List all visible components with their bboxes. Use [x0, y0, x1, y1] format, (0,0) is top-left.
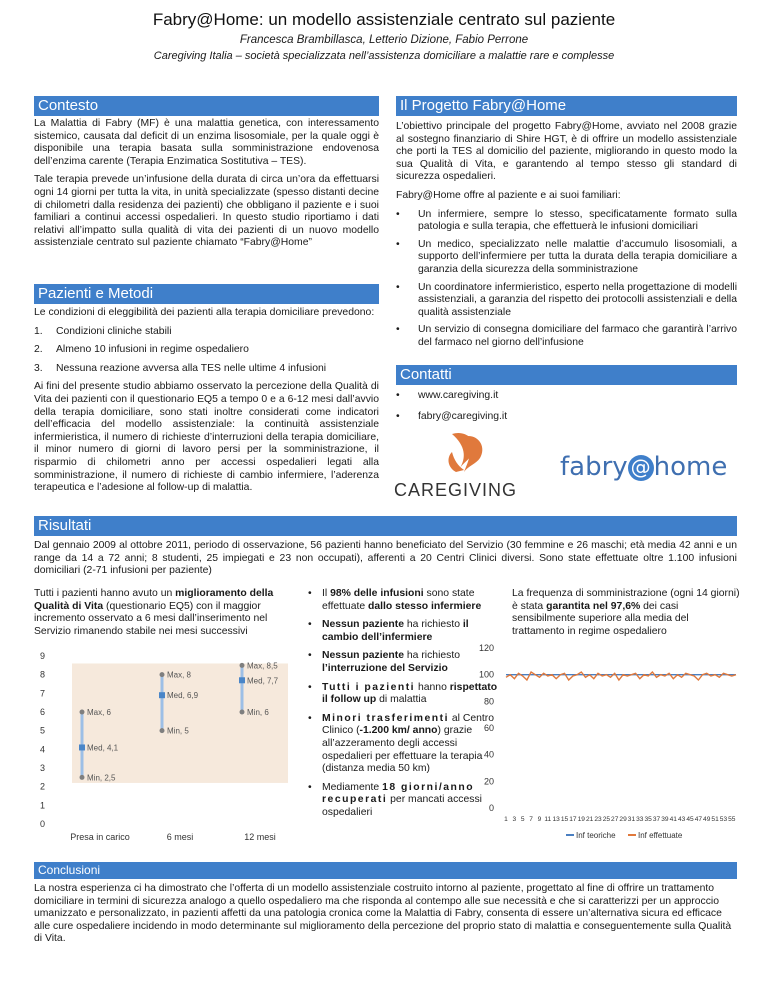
- section-pazienti: [34, 307, 379, 501]
- data-label: Min, 5: [167, 726, 189, 736]
- x-tick-label: 35: [644, 816, 652, 823]
- section-contatti: [396, 390, 737, 428]
- list-item: [396, 239, 737, 277]
- list-text: Un servizio di consegna domiciliare del farmaco che garantirà l’arrivo del farmaco nel giorno dell’infusione: [418, 324, 737, 348]
- y-tick-label: 8: [40, 669, 46, 680]
- text-span: per mancati accessi ospedalieri: [322, 794, 482, 818]
- section-progetto-heading: Il Progetto Fabry@Home: [396, 96, 737, 116]
- med-point: [79, 744, 85, 750]
- x-tick-label: 13: [552, 816, 560, 823]
- bullet: •: [308, 681, 312, 693]
- eligibility-list: [34, 326, 379, 376]
- list-item: [34, 363, 379, 376]
- legend-label: Inf teoriche: [576, 831, 616, 840]
- text-span-bold: rispettato il follow up: [322, 681, 498, 706]
- text-span: Il: [322, 588, 331, 599]
- max-point: [80, 710, 85, 715]
- bullet: •: [308, 650, 312, 662]
- list-item: [396, 390, 737, 403]
- result-item: [308, 588, 498, 613]
- result-item: [308, 619, 498, 644]
- caregiving-logo: [394, 428, 534, 500]
- section-contesto-heading: Contesto: [34, 96, 379, 116]
- email-link[interactable]: fabry@caregiving.it: [418, 410, 508, 422]
- text-span-bold: il cambio dell’infermiere: [322, 619, 469, 643]
- min-point: [160, 728, 165, 733]
- x-tick-label: 29: [619, 816, 627, 823]
- list-item: [34, 326, 379, 339]
- list-item: [34, 344, 379, 357]
- y-tick-label: 0: [40, 819, 46, 829]
- list-text: Un infermiere, sempre lo stesso, specificatamente formato sulla patologia e sulla terapia, che effettuerà le infusioni domiciliari: [418, 208, 737, 233]
- list-item: [396, 282, 737, 320]
- section-conclusioni-heading: Conclusioni: [34, 862, 737, 879]
- bullet: •: [308, 781, 312, 793]
- poster-title: Fabry@Home: un modello assistenziale centrato sul paziente: [152, 10, 616, 29]
- x-tick-label: 23: [594, 816, 602, 823]
- list-number: 3.: [34, 362, 43, 374]
- logo-fabry: fabry: [560, 452, 628, 482]
- max-point: [160, 672, 165, 677]
- x-tick-label: 11: [544, 816, 552, 823]
- text-span: di malattia: [376, 694, 427, 706]
- text-span-bold: l’interruzione del Servizio: [322, 662, 448, 674]
- progetto-paragraph-2: Fabry@Home offre al paziente e ai suoi familiari:: [396, 189, 621, 201]
- logo-home: home: [653, 452, 728, 482]
- text-span: sono state effettuate: [322, 588, 475, 612]
- x-tick-label: 27: [611, 816, 619, 823]
- risultati-intro: Dal gennaio 2009 al ottobre 2011, periodo di osservazione, 56 pazienti hanno beneficiato del Servizio (30 femmine e 26 maschi; età media 42 anni e un range da 14 a 72 anni; 8 studenti, 25 impiegati e 23 non occupati), afferenti a 20 Centri Clinici diversi. Sono state effettuate oltre 1.100 infusioni domiciliari (2-71 infusioni per paziente): [34, 540, 737, 577]
- y-tick-label: 120: [478, 643, 494, 653]
- section-pazienti-heading: Pazienti e Metodi: [34, 284, 379, 304]
- text-span: La frequenza di somministrazione (ogni 14 giorni) è stata: [512, 588, 740, 612]
- x-tick-label: 5: [520, 816, 525, 823]
- x-tick-label: 45: [686, 816, 694, 823]
- y-tick-label: 100: [478, 669, 494, 680]
- text-span: (questionario EQ5) con il maggior incremento osservato a 6 mesi dall’inserimento nel Servizio rimanendo stabile nei mesi successivi: [34, 600, 268, 637]
- text-span-bold: miglioramento della Qualità di Vita: [34, 588, 274, 612]
- bullet: •: [396, 390, 400, 401]
- x-tick-label: 3: [512, 816, 517, 823]
- bullet: •: [396, 410, 400, 422]
- affiliation: Caregiving Italia – società specializzata nell’assistenza domiciliare a malattie rare e complesse: [153, 50, 615, 62]
- x-tick-label: 51: [711, 816, 719, 823]
- list-text: Un medico, specializzato nelle malattie d’accumulo lisosomiali, a supporto dell’infermiere per tutta la durata della terapia domiciliare a garanzia della sicurezza della somministrazione: [418, 238, 737, 275]
- result-item: [308, 782, 498, 820]
- y-tick-label: 40: [483, 749, 494, 760]
- bullet: •: [396, 281, 400, 293]
- y-tick-label: 0: [488, 803, 494, 813]
- x-tick-label: 12 mesi: [244, 832, 276, 842]
- frequency-chart: [478, 640, 740, 846]
- x-tick-label: 47: [694, 816, 703, 823]
- data-label: Med, 7,7: [247, 676, 279, 686]
- risultati-col3: [512, 588, 740, 638]
- section-risultati-heading: Risultati: [34, 516, 737, 536]
- text-span-bold: Tutti i pazienti: [322, 681, 416, 693]
- x-tick-label: 21: [585, 816, 594, 823]
- authors: Francesca Brambillasca, Letterio Dizione, Fabio Perrone: [239, 34, 529, 46]
- at-icon: @: [628, 455, 654, 481]
- list-text: Un coordinatore infermieristico, esperto nella progettazione di modelli assistenziali, a garanzia del rispetto dei protocolli assistenziali e della qualità assistenziale: [418, 281, 737, 318]
- fabry-home-logo: [560, 452, 740, 482]
- list-item: [396, 209, 737, 234]
- text-span: ha richiesto: [404, 619, 463, 631]
- y-tick-label: 80: [483, 696, 494, 707]
- y-tick-label: 9: [40, 651, 46, 661]
- contesto-paragraph-1: La Malattia di Fabry (MF) è una malattia genetica, con interessamento sistemico, causata dal deficit di un enzima lisosomiale, per la quale oggi è disponibile una terapia basata sulla somministrazione endovenosa dell’enzima carente (Terapia Enzimatica Sostitutiva – TES).: [34, 118, 379, 167]
- list-text: Condizioni cliniche stabili: [56, 325, 172, 337]
- data-label: Med, 4,1: [87, 743, 119, 753]
- text-span: dei casi sensibilmente superiore alla media del trattamento in regime ospedaliero: [512, 600, 689, 637]
- progetto-paragraph-1: L’obiettivo principale del progetto Fabry@Home, avviato nel 2008 grazie al sostegno finanziario di Shire HGT, è di offrire un modello assistenziale che porti la TES al domicilio del paziente, migliorando in questo modo la sua Qualità di Vita, e garantendo al tempo stesso gli standard di sicurezza ospedalieri.: [396, 121, 737, 183]
- caregiving-wordmark: CAREGIVING: [394, 480, 518, 500]
- x-tick-label: 55: [728, 816, 736, 823]
- list-item: [396, 411, 737, 424]
- x-tick-label: 6 mesi: [166, 832, 194, 842]
- bullet: •: [308, 712, 312, 724]
- section-contatti-heading: Contatti: [396, 365, 737, 385]
- text-span: Mediamente: [322, 781, 383, 793]
- text-span-bold: dallo stesso infermiere: [368, 600, 482, 612]
- x-tick-label: 33: [636, 816, 644, 823]
- legend-label: Inf effettuate: [638, 831, 683, 840]
- text-span-bold: 18 giorni/anno recuperati: [322, 781, 475, 806]
- bullet: •: [396, 324, 400, 336]
- y-tick-label: 20: [483, 776, 494, 787]
- bullet: •: [396, 238, 400, 250]
- y-tick-label: 5: [40, 725, 46, 736]
- list-number: 1.: [34, 325, 43, 337]
- x-tick-label: 17: [569, 816, 577, 823]
- med-point: [239, 677, 245, 683]
- text-span-bold: 98% delle infusioni: [330, 588, 424, 599]
- text-span: Tutti i pazienti hanno avuto un: [34, 588, 176, 599]
- y-tick-label: 4: [40, 744, 46, 755]
- x-tick-label: 43: [677, 816, 686, 823]
- text-span-bold: Nessun paziente: [322, 619, 404, 631]
- data-label: Max, 6: [87, 708, 112, 717]
- data-label: Max, 8,5: [247, 661, 278, 671]
- data-label: Max, 8: [167, 670, 192, 680]
- pazienti-intro: Le condizioni di eleggibilità dei pazienti alla terapia domiciliare prevedono:: [34, 307, 375, 318]
- x-tick-label: 7: [529, 816, 533, 823]
- text-span: ha richiesto: [404, 650, 461, 662]
- x-tick-label: 53: [719, 816, 728, 823]
- x-tick-label: 41: [669, 816, 677, 823]
- text-span-bold: -1.200 km/ anno: [359, 725, 438, 737]
- y-tick-label: 6: [40, 707, 46, 717]
- result-item: [308, 682, 498, 707]
- list-item: [396, 324, 737, 349]
- x-tick-label: Presa in carico: [70, 832, 130, 842]
- bullet: •: [308, 588, 312, 599]
- website-link[interactable]: www.caregiving.it: [418, 390, 499, 401]
- text-span: hanno: [415, 681, 450, 693]
- offer-list: [396, 209, 737, 350]
- x-tick-label: 25: [602, 816, 611, 823]
- text-span-bold: Nessun paziente: [322, 650, 404, 662]
- risultati-bullets: [308, 588, 498, 826]
- pazienti-paragraph-2: Ai fini del presente studio abbiamo osservato la percezione della Qualità di Vita dei pazienti con il questionario EQ5 a tempo 0 e a 6-12 mesi dall’avvio della terapia domiciliare, sono stati inoltre considerati come indicatori dell’efficacia del modello assistenziale: la continuità assistenziale infermieristica, il numero di richieste d’interruzioni della terapia domiciliare, il minor numero di giorni di lavoro persi per la somministrazione, il risparmio di chilometri anno per accessi ospedalieri legati alla somministrazione, il numero di richieste di cambio infermiere, l’aderenza terapeutica e l’adesione al follow-up di malattia.: [34, 381, 379, 494]
- min-point: [80, 775, 85, 780]
- x-tick-label: 15: [560, 816, 569, 823]
- section-progetto: [396, 121, 737, 355]
- contesto-paragraph-2: Tale terapia prevede un’infusione della durata di circa un’ora da effettuarsi ogni 14 giorni per tutta la vita, in unità specializzate (spesso distanti decine di chilometri dalla residenza dei pazienti) che obbligano il paziente e i suoi familiari a continui accessi ospedalieri. In questo studio riportiamo i dati relativi all’impatto sulla qualità di vita dei pazienti di un nuovo modello assistenziale centrato sul paziente chiamato “Fabry@Home”: [34, 174, 379, 249]
- y-tick-label: 2: [40, 781, 46, 792]
- text-span: al Centro Clinico (: [322, 712, 495, 737]
- conclusioni-text: La nostra esperienza ci ha dimostrato che l’offerta di un modello assistenziale costruito intorno al paziente, progettato al fine di offrire un trattamento domiciliare in termini di sicurezza analogo a quello ospedaliero ma che risponda al contempo alle sue necessità e che si caratterizzi per un approccio umanizzato e personalizzato, in pazienti affetti da una patologia cronica come la Malattia di Fabry, consenta di essere un’alternativa sicura ed efficace alle cure ospedaliere incidendo in modo determinante sul miglioramento della percezione del proprio stato di malattia e conseguentemente sulla Qualità di Vita.: [34, 883, 732, 945]
- y-tick-label: 7: [40, 688, 46, 699]
- data-label: Med, 6,9: [167, 691, 199, 701]
- x-tick-label: 1: [504, 816, 508, 823]
- x-tick-label: 31: [627, 816, 636, 823]
- text-span: ) grazie all’azzeramento degli accessi ospedalieri per effettuare la terapia (distanza media 50 km): [322, 725, 483, 775]
- med-point: [159, 692, 165, 698]
- text-span-bold: garantita nel 97,6%: [546, 600, 641, 612]
- section-contesto: [34, 118, 379, 256]
- data-label: Min, 6: [247, 708, 269, 717]
- data-label: Min, 2,5: [87, 773, 116, 783]
- max-point: [240, 663, 245, 668]
- list-text: Nessuna reazione avversa alla TES nelle ultime 4 infusioni: [56, 362, 327, 374]
- x-tick-label: 37: [652, 816, 661, 823]
- y-tick-label: 60: [483, 723, 494, 733]
- min-point: [240, 710, 245, 715]
- bullet: •: [308, 619, 312, 631]
- bullet: •: [396, 208, 400, 220]
- x-tick-label: 9: [537, 816, 542, 823]
- eq5-chart: [34, 646, 306, 846]
- risultati-col1: [34, 588, 296, 638]
- x-tick-label: 39: [661, 816, 669, 823]
- y-tick-label: 1: [40, 800, 46, 811]
- x-tick-label: 19: [577, 816, 585, 823]
- y-tick-label: 3: [40, 763, 46, 773]
- list-text: Almeno 10 infusioni in regime ospedaliero: [56, 344, 249, 356]
- text-span-bold: Minori trasferimenti: [322, 712, 449, 724]
- result-item: [308, 650, 498, 675]
- list-number: 2.: [34, 344, 43, 356]
- result-item: [308, 713, 498, 776]
- series-line: [506, 672, 736, 680]
- x-tick-label: 49: [703, 816, 711, 823]
